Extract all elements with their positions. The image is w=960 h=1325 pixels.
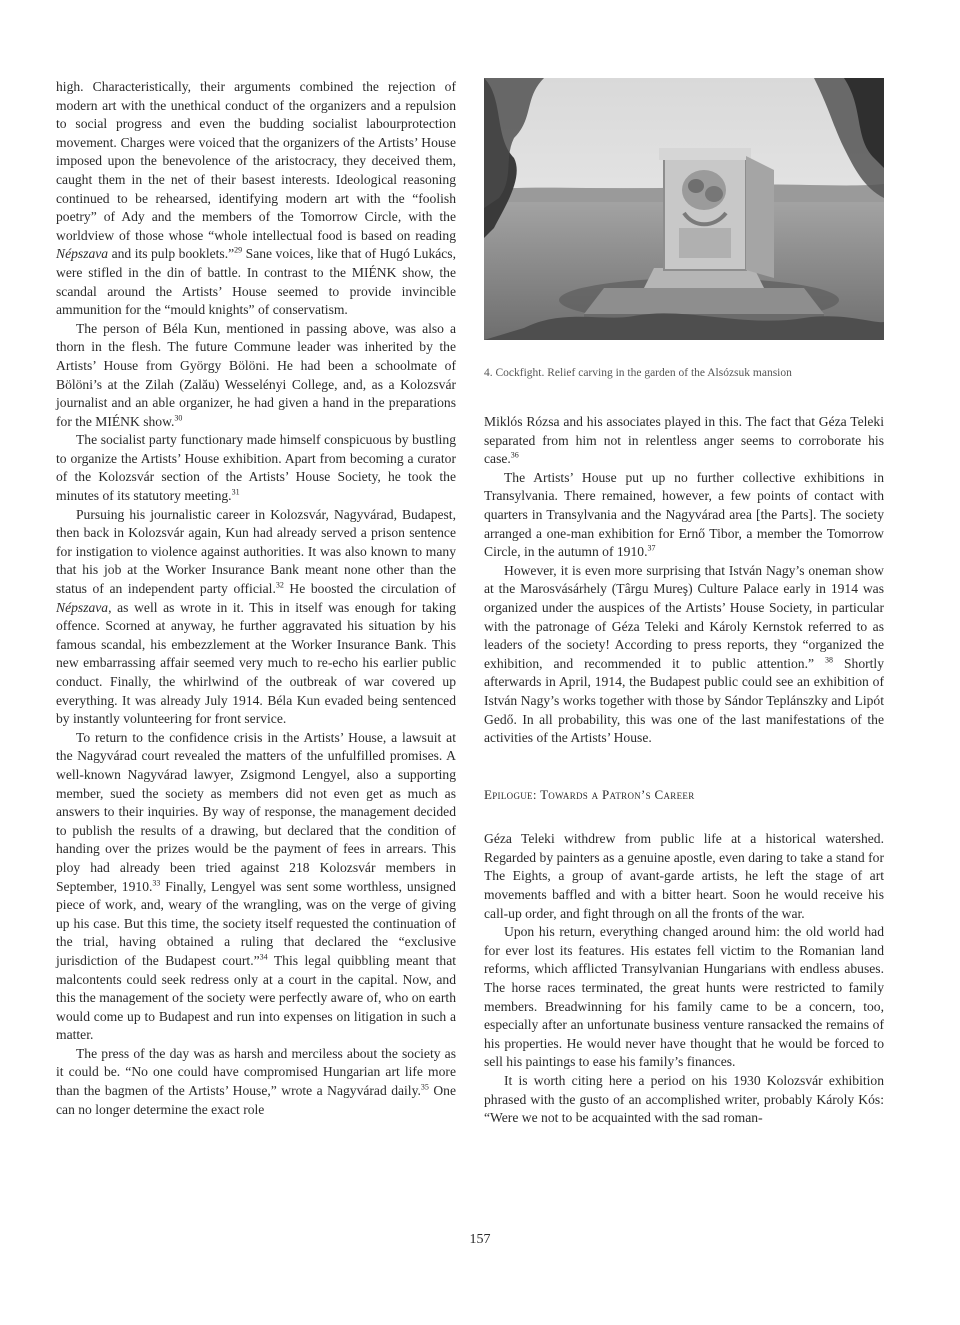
paragraph: Pursuing his journalistic career in Kolozsvár, Nagyvárad, Budapest, then back in Kolozsvár again, Kun had already served a prison sentence for instigation to violence against authorities. It was also known to many that his job at the Worker Insurance Bank meant none other than the status of an independent party official.$^{32}$ He boosted the circulation of Népszava, as well as wrote in it. This in itself was enough for taking offence. Scorned at anyway, he further aggravated his situation by his famous scandal, his embezzlement at the Worker Insurance Bank. This new embarrassing affair seemed very much to re-echo his earlier public conduct. Finally, the whirlwind of the outbreak of war covered up everything. It was already July 1914. Béla Kun evaded being sentenced by instantly volunteering for front service. bbox=[56, 506, 456, 727]
figure-photo bbox=[484, 78, 884, 340]
section-heading: Epilogue: Towards a Patron’s Career bbox=[484, 786, 695, 802]
paragraph: However, it is even more surprising that István Nagy’s oneman show at the Marosvásárhely (Târgu Mureş) Culture Palace early in 1914 was organized under the auspices of the Artists’ House Society, in particular with the patronage of Géza Teleki and Károly Kernstok referred to as leaders of the society! According to press reports, they “organized the exhibition, and recommended it to public attention.” $^{38}$ Shortly afterwards in April, 1914, the Budapest public could see an exhibition of István Nagy’s works together with those by Sándor Teplánszky and Lipót Gedő. In all probability, this was one of the last manifestations of the activities of the Artists’ House. bbox=[484, 562, 884, 746]
left-column bbox=[56, 78, 456, 1119]
paragraph: Géza Teleki withdrew from public life at a historical watershed. Regarded by painters as a genuine apostle, even daring to take a stand for The Eights, a group of avant-garde artists, he left the stage of art movements baffled and with a bitter heart. Soon he would receive his call-up order, and fight through on all the fronts of the war. bbox=[484, 831, 884, 921]
page-number: 157 bbox=[469, 1232, 491, 1247]
paragraph: Upon his return, everything changed around him: the old world had for ever lost its features. His estates fell victim to the Romanian land reforms, which afflicted Transylvanian Hungarians with endless abuses. The horse races terminated, the great hunts were restricted to family members. Breadwinning for his family came to be a concern, too, especially after an unfortunate business venture ransacked the remains of his properties. He would never have thought that he would be forced to sell his paintings to ease his family’s finances. bbox=[484, 924, 884, 1070]
paragraph: It is worth citing here a period on his 1930 Kolozsvár exhibition phrased with the gusto of an accomplished writer, probably Károly Kós: “Were we not to be acquainted with the sad roman- bbox=[484, 1073, 884, 1126]
figure-caption: 4. Cockfight. Relief carving in the garden of the Alsózsuk mansion bbox=[484, 367, 792, 379]
relief-carving-photo bbox=[484, 78, 884, 340]
paragraph: To return to the confidence crisis in the Artists’ House, a lawsuit at the Nagyvárad court revealed the matters of the unfulfilled promises. A well-known Nagyvárad lawyer, Zsigmond Lengyel, also a supporting member, sued the society as members did not even get as much as answers to their inquiries. By way of response, the management decided to publish the results of a drawing, but declared that the condition of handing over the prizes would be the payment of fees in arrears. This ploy had already been tried against 218 Kolozsvár members in September, 1910.33 Finally, Lengyel was sent some worthless, unsigned piece of work, and, weary of the wrangling, was on the verge of giving up his case. But this time, the society itself requested the continuation of the trial, having obtained a ruling that declared the “exclusive jurisdiction of the Budapest court.”$^{34}$ This legal quibbling meant that malcontents could seek redress only at a court in the capital. Now, and this the management of the society were perfectly aware of, who on earth would come up to Budapest and run into expenses on litigation in such a matter. bbox=[56, 729, 457, 1043]
right-column bbox=[484, 78, 884, 1128]
paragraph: The person of Béla Kun, mentioned in passing above, was also a thorn in the flesh. The future Commune leader was inherited by the Artists’ House from György Bölöni. He had been a schoolmate of Bölöni’s at the Zilah (Zalău) Wesselényi College, and, as a Kolozsvár journalist and an able organizer, he had given a hand in the preparations for the MIÉNK show.$^{30}$ bbox=[56, 320, 456, 429]
paragraph: The socialist party functionary made himself conspicuous by bustling to organize the Artists’ House exhibition. Apart from becoming a curator of the Kolozsvár section of the Artists’ House Society, he took the minutes of its statutory meeting.$^{31}$ bbox=[56, 432, 456, 504]
paragraph: high. Characteristically, their arguments combined the rejection of modern art with the unethical conduct of the organizers and a repulsion to social progress and even the budding socialist labourprotection movement. Charges were voiced that the organizers of the Artists’ House imposed upon the benevolence of the aristocracy, they deceived them, caught them in the net of their basest interests. Ideological reasoning continued to be rehearsed, identifying modern art with the “foolish poetry” of Ady and the members of the Tomorrow Circle, with the worldview of those whose “whole intellectual food is based on reading Népszava and its pulp booklets.”$^{29}$ Sane voices, like that of Hugó Lukács, were stifled in the din of battle. In contrast to the MIÉNK show, the scandal around the Artists’ House seemed to provide invincible ammunition for the “mould knights” of conservatism. bbox=[56, 79, 456, 318]
paragraph: The press of the day was as harsh and merciless about the society as it could be. “No one could have compromised Hungarian art life more than the bagmen of the Artists’ House,” wrote a Nagyvárad daily.$^{35}$ One can no longer determine the exact role bbox=[56, 1045, 456, 1117]
paragraph: The Artists’ House put up no further collective exhibitions in Transylvania. There remained, however, a few points of contact with quarters in Transylvania and the Nagyvárad area [the Parts]. The society arranged a one-man exhibition for Ernő Tibor, a member the Tomorrow Circle, in the autumn of 1910.37 bbox=[484, 469, 884, 560]
paragraph: Miklós Rózsa and his associates played in this. The fact that Géza Teleki separated from him not in relentless anger seems to corroborate his case.$^{36}$ bbox=[484, 414, 884, 467]
